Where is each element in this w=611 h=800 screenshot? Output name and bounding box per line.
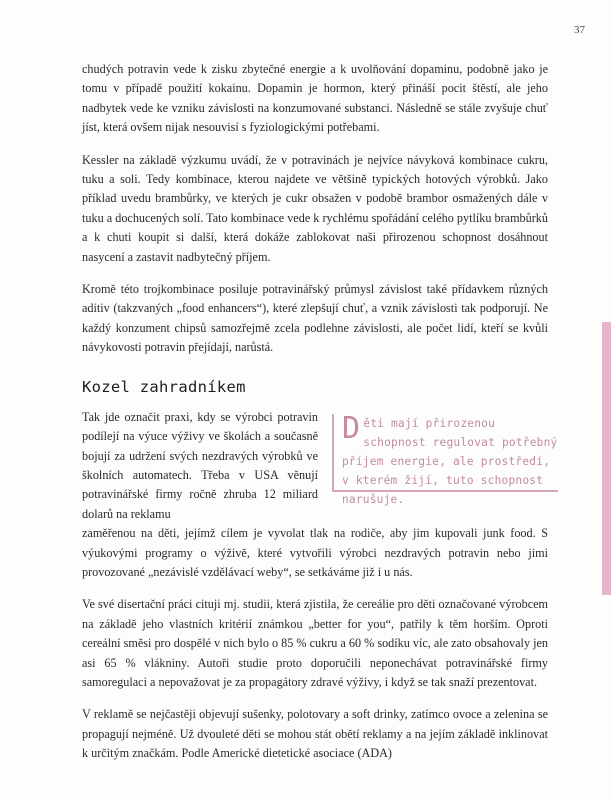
paragraph: Ve své disertační práci cituji mj. studii, která zjistila, že cereálie pro děti označované výrobcem na základě jeho vlastních kritérií známkou „better for you“, patřily k těm horším. Oproti cereální směsi pro dospělé v nich bylo o 85 % cukru a 60 % sodíku víc, ale zato obsahovaly jen asi 65 % vlákniny. Autoři studie proto doporučili neponechávat potravinářské firmy samoregulaci a nepovažovat je za propagátory zdravé výživy, i když se tak snaží prezentovat. <box>82 597 548 689</box>
pullquote-text: ěti mají přirozenou schopnost regulovat potřebný příjem energie, ale prostředí, v kterém žijí, tuto schopnost narušuje. <box>342 416 558 506</box>
paragraph: Kromě této trojkombinace posiluje potravinářský průmysl závislost také přídavkem různých aditiv (takzvaných „food enhancers“), které zlepšují chuť, a vznik závislosti tak podporují. Ne každý konzument chipsů samozřejmě zcela podlehne závislosti, ale počet lidí, kteří se kvůli návykovosti potravin přejídají, narůstá. <box>82 282 548 355</box>
paragraph: Tak jde označit praxi, kdy se výrobci potravin podílejí na výuce výživy ve školách a současně bojují za udržení svých nezdravých výrobků ve školních automatech. Třeba v USA věnují potravinářské firmy ročně zhruba 12 miliard dolarů na reklamu <box>82 409 318 521</box>
page-number: 37 <box>574 24 585 36</box>
paragraph: zaměřenou na děti, jejímž cílem je vyvolat tlak na rodiče, aby jim kupovali junk food. S výukovými programy o výživě, které vytvořili výrobci nezdravých potravin nebo jimi provozované „nezávislé vzdělávací weby“, se setkáváme již i u nás. <box>82 526 548 579</box>
section-heading: Kozel zahradníkem <box>82 377 246 396</box>
float-block <box>82 408 558 524</box>
pullquote-dropcap: D <box>342 410 361 446</box>
paragraph: chudých potravin vede k zisku zbytečné energie a k uvolňování dopaminu, podobně jako je tomu v případě použití kokainu. Dopamin je hormon, který přináší pocit štěstí, ale jeho nadbytek vede ke vzniku závislosti na konzumované substanci. Následně se stále zvyšuje chuť jíst, která ovšem nijak nesouvisí s fyziologickými potřebami. <box>82 62 548 135</box>
page-content <box>82 60 558 777</box>
paragraph: V reklamě se nejčastěji objevují sušenky, polotovary a soft drinky, zatímco ovoce a zelenina se propagují nejméně. Už dvouleté děti se mohou stát obětí reklamy a na jejím základě inklinovat k určitým značkám. Podle Americké dietetické asociace (ADA) <box>82 707 548 761</box>
paragraph: Kessler na základě výzkumu uvádí, že v potravinách je nejvíce návyková kombinace cukru, tuku a soli. Tedy kombinace, kterou najdete ve většině typických hotových výrobků. Jako příklad uvedu brambůrky, ve kterých je cukr obsažen v podobě brambor osmažených dále v tuku a dochucených solí. Tato kombinace vede k rychlému spořádání celého pytlíku brambůrků a k chuti koupit si další, která dokáže zablokovat naši přirozenou schopnost dosáhnout nasycení a zastavit nadbytečný příjem. <box>82 152 548 264</box>
chapter-tab-marker <box>602 322 611 595</box>
pullquote <box>332 410 558 506</box>
